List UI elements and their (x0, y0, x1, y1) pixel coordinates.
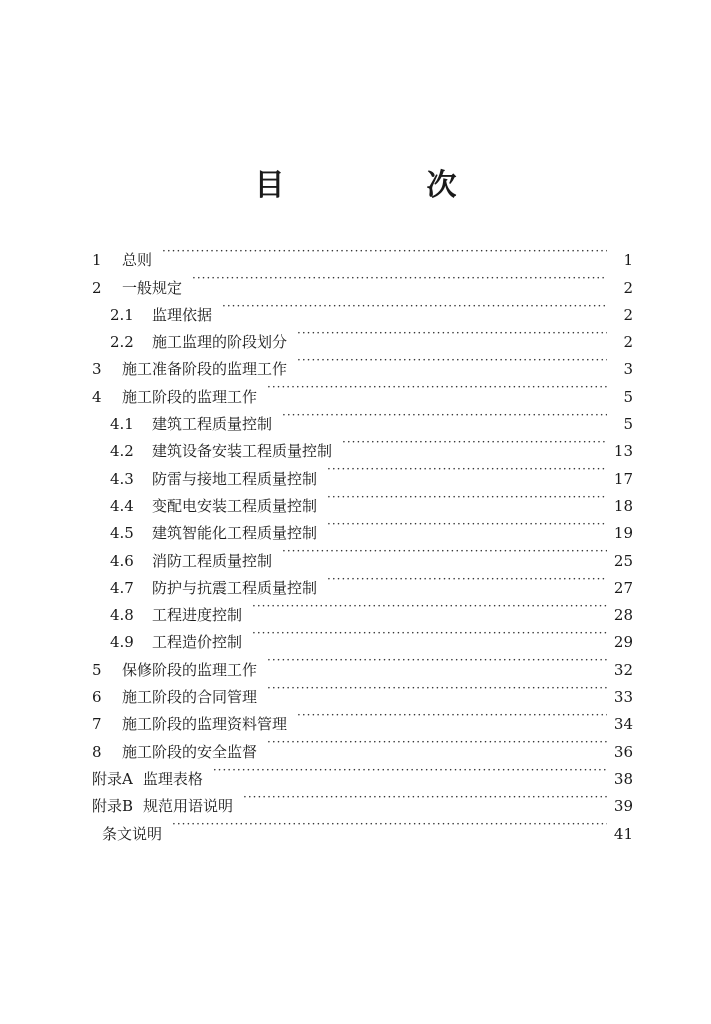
toc-entry-number: 4.8 (110, 606, 134, 625)
toc-entry-title: 防雷与接地工程质量控制 (152, 469, 318, 488)
toc-entry-number: 2.2 (110, 333, 134, 352)
toc-dot-leader (168, 811, 607, 838)
toc-entry-title: 施工阶段的监理资料管理 (122, 715, 288, 734)
toc-dot-leader (263, 729, 607, 756)
toc-entry-page: 25 (613, 551, 633, 570)
toc-entry-title: 条文说明 (102, 824, 163, 843)
toc-entry-title: 施工阶段的安全监督 (122, 742, 258, 761)
toc-entry-page: 17 (613, 469, 633, 488)
toc-entry-title: 施工准备阶段的监理工作 (122, 360, 288, 379)
toc-entry-title: 工程造价控制 (152, 633, 243, 652)
toc-entry-page: 3 (623, 360, 633, 379)
toc-entry-title: 消防工程质量控制 (152, 551, 273, 570)
toc-entry-page: 36 (613, 742, 633, 761)
toc-entry-page: 2 (623, 333, 633, 352)
toc-entry-number: 4.9 (110, 633, 134, 652)
toc-dot-leader (293, 702, 607, 729)
toc-entry-title: 监理表格 (142, 769, 203, 788)
toc-entry-number: 4.5 (110, 524, 134, 543)
toc-entry-page: 2 (623, 305, 633, 324)
toc-dot-leader (323, 566, 607, 593)
toc-dot-leader (248, 593, 607, 620)
toc-entry-page: 41 (613, 824, 633, 843)
toc-entry[interactable] (92, 811, 633, 843)
toc-dot-leader (323, 456, 607, 483)
toc-entry[interactable] (92, 238, 633, 270)
toc-entry-page: 13 (613, 442, 633, 461)
toc-dot-leader (323, 484, 607, 511)
toc-entry-title: 总则 (122, 251, 153, 270)
toc-dot-leader (278, 538, 607, 565)
toc-dot-leader (293, 320, 607, 347)
toc-entry-title: 施工监理的阶段划分 (152, 333, 288, 352)
toc-dot-leader (338, 429, 607, 456)
toc-dot-leader (263, 647, 607, 674)
toc-entry-page: 5 (623, 387, 633, 406)
toc-entry-number: 4.1 (110, 415, 134, 434)
toc-dot-leader (239, 784, 607, 811)
toc-entry-number: 4 (92, 387, 102, 406)
toc-entry-number: 5 (92, 660, 102, 679)
toc-entry-number: 4.6 (110, 551, 134, 570)
toc-entry-number: 2.1 (110, 305, 134, 324)
toc-entry-number: 8 (92, 742, 102, 761)
page-title: 目 次 (254, 168, 513, 204)
toc-entry-title: 一般规定 (122, 278, 183, 297)
toc-entry-title: 防护与抗震工程质量控制 (152, 578, 318, 597)
toc-dot-leader (293, 347, 607, 374)
toc-entry-page: 27 (613, 578, 633, 597)
toc-entry-number: 2 (92, 278, 102, 297)
toc-entry-page: 38 (613, 769, 633, 788)
toc-entry-number: 4.7 (110, 578, 134, 597)
toc-dot-leader (323, 511, 607, 538)
toc-entry-title: 工程进度控制 (152, 606, 243, 625)
toc-entry-page: 19 (613, 524, 633, 543)
toc-entry[interactable] (92, 265, 633, 297)
toc-entry-page: 29 (613, 633, 633, 652)
toc-entry-title: 建筑设备安装工程质量控制 (152, 442, 333, 461)
toc-entry-page: 32 (613, 660, 633, 679)
toc-dot-leader (209, 757, 607, 784)
toc-entry-title: 变配电安装工程质量控制 (152, 496, 318, 515)
toc-entry-page: 39 (613, 797, 633, 816)
toc-entry-title: 建筑工程质量控制 (152, 415, 273, 434)
toc-entry-number: 4.3 (110, 469, 134, 488)
toc-dot-leader (218, 293, 607, 320)
toc-entry-number: 1 (92, 251, 102, 270)
toc-entry-page: 1 (623, 251, 633, 270)
toc-entry-title: 保修阶段的监理工作 (122, 660, 258, 679)
toc-dot-leader (158, 238, 607, 265)
toc-entry-page: 34 (613, 715, 633, 734)
toc-entry-number: 附录B (92, 797, 134, 816)
toc-entry-page: 28 (613, 606, 633, 625)
toc-entry-number: 附录A (92, 769, 133, 788)
toc-dot-leader (278, 402, 607, 429)
toc-dot-leader (263, 675, 607, 702)
toc-entry-title: 施工阶段的合同管理 (122, 688, 258, 707)
toc-entry-page: 2 (623, 278, 633, 297)
toc-dot-leader (263, 374, 607, 401)
toc-entry-title: 监理依据 (152, 305, 213, 324)
toc-entry-number: 4.4 (110, 496, 134, 515)
toc-dot-leader (188, 265, 607, 292)
toc-entry-page: 33 (613, 688, 633, 707)
toc-entry-number: 7 (92, 715, 102, 734)
table-of-contents (92, 238, 633, 843)
toc-entry-number: 3 (92, 360, 102, 379)
toc-entry-number: 4.2 (110, 442, 134, 461)
toc-dot-leader (248, 620, 607, 647)
toc-entry-title: 施工阶段的监理工作 (122, 387, 258, 406)
toc-entry-title: 建筑智能化工程质量控制 (152, 524, 318, 543)
toc-entry-number: 6 (92, 688, 102, 707)
toc-entry-title: 规范用语说明 (143, 797, 234, 816)
toc-entry-page: 5 (623, 415, 633, 434)
toc-entry-page: 18 (613, 496, 633, 515)
